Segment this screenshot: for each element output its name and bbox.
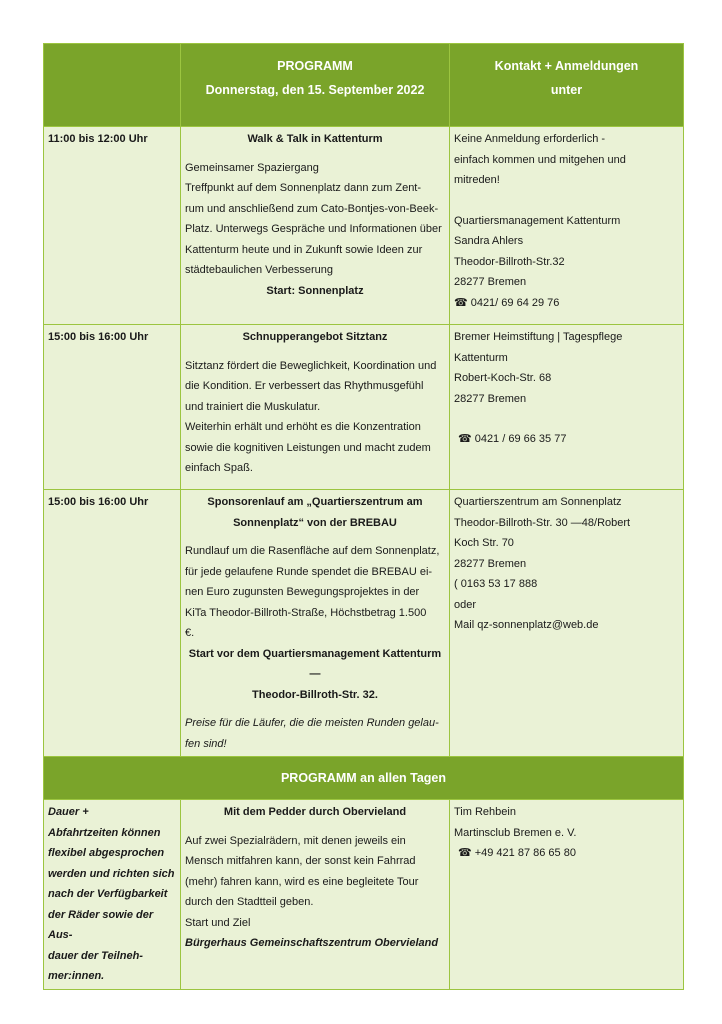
- event-cell: [181, 127, 450, 325]
- all-days-band: [44, 757, 684, 800]
- phone-number: 0421/ 69 64 29 76: [470, 296, 560, 309]
- event-text-line: Auf zwei Spezialrädern, mit denen jeweils ein: [185, 834, 406, 847]
- contact-line: Tim Rehbein: [454, 806, 516, 818]
- contact-phone: [454, 293, 679, 314]
- header-empty-cell: [44, 44, 181, 127]
- event-text-line: €.: [185, 627, 195, 639]
- event-cell: [181, 490, 450, 757]
- phone-number: 0421 / 69 66 35 77: [474, 433, 567, 445]
- event-text-line: nen Euro zugunsten Bewegungsprojektes in der: [185, 586, 420, 598]
- event-text-line: sowie die kognitiven Leistungen und macht zudem: [185, 441, 431, 454]
- event-text-line: Treffpunkt auf dem Sonnenplatz dann zum Zent-: [185, 182, 422, 194]
- time-cell: [44, 490, 181, 757]
- event-text-line: rum und anschließend zum Cato-Bontjes-von-Beek-: [185, 202, 439, 215]
- event-note: Preise für die Läufer, die die meisten Runden gelau-: [185, 717, 439, 729]
- event-text-line: durch den Stadtteil geben.: [185, 896, 314, 908]
- duration-line: Dauer +: [48, 806, 89, 818]
- event-cell: [181, 325, 450, 490]
- event-text-line: (mehr) fahren kann, wird es eine begleitete Tour: [185, 875, 419, 888]
- event-text-line: Gemeinsamer Spaziergang: [185, 161, 319, 174]
- table-row: [44, 490, 684, 757]
- event-title: Schnupperangebot Sitztanz: [242, 331, 388, 343]
- event-title: Sonnenplatz“ von der BREBAU: [233, 516, 397, 529]
- duration-line: dauer der Teilneh-: [48, 949, 143, 962]
- contact-cell: [450, 800, 684, 990]
- telephone-icon: ☎: [458, 433, 472, 445]
- contact-line: Keine Anmeldung erforderlich -: [454, 133, 606, 145]
- event-start: Theodor-Billroth-Str. 32.: [252, 688, 378, 701]
- duration-line: werden und richten sich: [48, 867, 175, 880]
- event-time: 15:00 bis 16:00 Uhr: [48, 331, 149, 343]
- contact-line: mitreden!: [454, 174, 500, 186]
- contact-line: Theodor-Billroth-Str. 30 —48/Robert: [454, 516, 631, 529]
- event-note: fen sind!: [185, 737, 227, 750]
- program-table: [43, 43, 684, 990]
- event-text-line: Sitztanz fördert die Beweglichkeit, Koordination und: [185, 359, 437, 372]
- contact-line: Martinsclub Bremen e. V.: [454, 826, 577, 839]
- contact-line: oder: [454, 598, 477, 611]
- event-start: Start vor dem Quartiersmanagement Kattenturm—: [188, 647, 442, 680]
- time-cell: [44, 325, 181, 490]
- event-start: Start: Sonnenplatz: [266, 284, 364, 297]
- contact-line: Kattenturm: [454, 351, 508, 364]
- contact-line: Bremer Heimstiftung | Tagespflege: [454, 331, 623, 343]
- contact-line: 28277 Bremen: [454, 557, 527, 570]
- event-text-line: Kattenturm heute und in Zukunft sowie Ideen zur: [185, 243, 423, 256]
- contact-line: 28277 Bremen: [454, 276, 527, 288]
- contact-line: Sandra Ahlers: [454, 235, 524, 247]
- event-text-line: einfach Spaß.: [185, 462, 253, 474]
- event-text-line: und trainiert die Muskulatur.: [185, 400, 321, 413]
- contact-line: Quartierszentrum am Sonnenplatz: [454, 496, 622, 508]
- contact-line: Koch Str. 70: [454, 537, 514, 549]
- contact-line: 28277 Bremen: [454, 392, 527, 405]
- time-cell: [44, 127, 181, 325]
- event-text-line: KiTa Theodor-Billroth-Straße, Höchstbetrag 1.500: [185, 606, 427, 619]
- header-date: Donnerstag, den 15. September 2022: [205, 83, 425, 97]
- header-program-cell: [181, 44, 450, 127]
- event-title: Mit dem Pedder durch Obervieland: [223, 806, 407, 818]
- event-time: 11:00 bis 12:00 Uhr: [48, 133, 148, 145]
- header-program-title: PROGRAMM: [277, 59, 353, 73]
- contact-cell: [450, 490, 684, 757]
- event-time: 15:00 bis 16:00 Uhr: [48, 496, 149, 508]
- event-title: Walk & Talk in Kattenturm: [247, 133, 383, 145]
- contact-line: Quartiersmanagement Kattenturm: [454, 214, 621, 227]
- contact-email: Mail qz-sonnenplatz@web.de: [454, 619, 599, 631]
- contact-line: Robert-Koch-Str. 68: [454, 372, 552, 384]
- contact-cell: [450, 325, 684, 490]
- duration-line: der Räder sowie der Aus-: [48, 908, 154, 941]
- header-row: [44, 44, 684, 127]
- program-page: [43, 43, 683, 990]
- all-days-heading: PROGRAMM an allen Tagen: [44, 757, 684, 800]
- header-contact-sub: unter: [550, 83, 583, 97]
- table-row: [44, 325, 684, 490]
- telephone-icon: ☎: [458, 847, 472, 859]
- contact-line: Theodor-Billroth-Str.32: [454, 255, 565, 268]
- telephone-icon: ☎: [454, 296, 468, 309]
- event-title: Sponsorenlauf am „Quartierszentrum am: [207, 496, 423, 508]
- event-text-line: die Kondition. Er verbessert das Rhythmusgefühl: [185, 380, 424, 392]
- contact-phone: [454, 429, 679, 450]
- duration-line: flexibel abgesprochen: [48, 847, 165, 859]
- table-row: [44, 127, 684, 325]
- table-row: [44, 800, 684, 990]
- contact-line: [454, 191, 679, 211]
- event-text-line: Mensch mitfahren kann, der sonst kein Fahrrad: [185, 855, 416, 867]
- contact-line: [454, 409, 679, 429]
- duration-line: mer:innen.: [48, 970, 105, 982]
- phone-number: +49 421 87 86 65 80: [474, 847, 576, 859]
- header-contact-cell: [450, 44, 684, 127]
- duration-line: nach der Verfügbarkeit: [48, 888, 168, 900]
- event-venue: Bürgerhaus Gemeinschaftszentrum Obervieland: [185, 937, 439, 949]
- header-contact-title: Kontakt + Anmeldungen: [494, 59, 639, 73]
- duration-line: Abfahrtzeiten können: [48, 826, 161, 839]
- event-text-line: Weiterhin erhält und erhöht es die Konzentration: [185, 421, 421, 433]
- contact-line: ( 0163 53 17 888: [454, 578, 538, 590]
- event-text-line: Start und Ziel: [185, 916, 251, 929]
- event-text-line: städtebaulichen Verbesserung: [185, 264, 333, 276]
- contact-phone: [454, 843, 679, 864]
- duration-cell: [44, 800, 181, 990]
- event-text-line: für jede gelaufene Runde spendet die BREBAU ei-: [185, 565, 433, 578]
- event-cell: [181, 800, 450, 990]
- contact-cell: [450, 127, 684, 325]
- event-text-line: Rundlauf um die Rasenfläche auf dem Sonnenplatz,: [185, 545, 440, 557]
- contact-line: einfach kommen und mitgehen und: [454, 153, 626, 166]
- event-text-line: Platz. Unterwegs Gespräche und Informationen über: [185, 223, 442, 235]
